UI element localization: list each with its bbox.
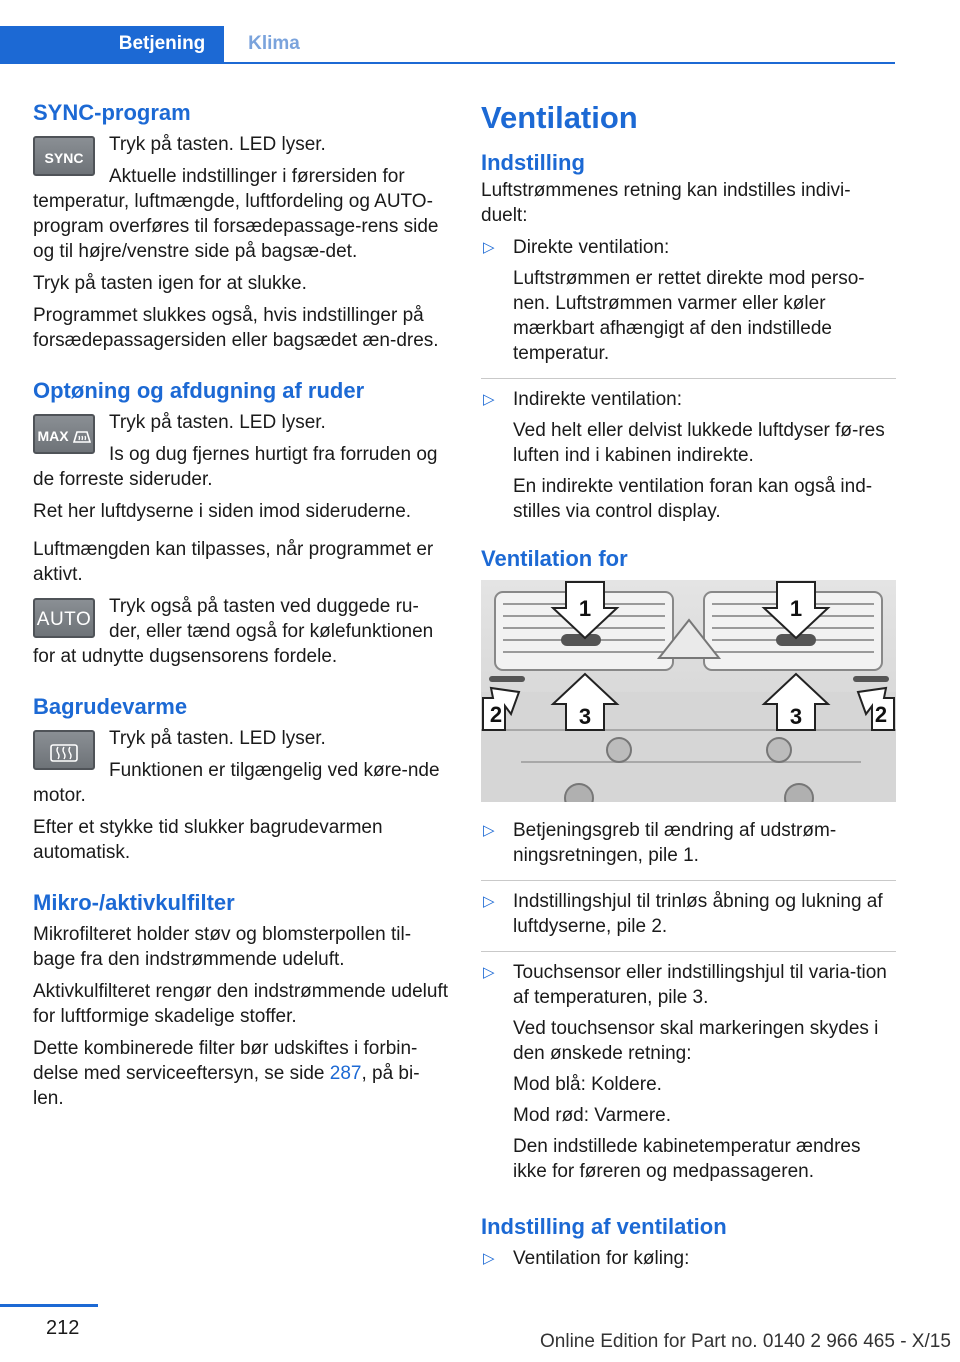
figure-label: 1 <box>578 596 592 621</box>
triangle-bullet-icon: ▷ <box>483 239 495 256</box>
figure-label: 2 <box>489 702 503 727</box>
vent-figure <box>481 580 896 802</box>
front-vent-list <box>481 818 896 1196</box>
page-title: Ventilation <box>481 100 638 135</box>
page-link-287[interactable]: 287 <box>329 1063 362 1084</box>
defrost-p1: Tryk på tasten. LED lyser. <box>109 412 326 433</box>
figure-label: 3 <box>578 704 592 729</box>
setting-list <box>481 235 896 536</box>
list-item <box>481 387 896 536</box>
defrost-p5: Tryk også på tasten ved duggede ru-der, eller tænd også for kølefunktionen for at udnytte dugsensorens fordele. <box>33 596 434 667</box>
item-text: Den indstillede kabinetemperatur ændres ikke for føreren og medpassageren. <box>513 1136 861 1182</box>
auto-key-icon: AUTO <box>33 598 95 638</box>
defrost-block <box>33 410 448 499</box>
header-tabbar <box>0 26 895 64</box>
item-title: Direkte ventilation: <box>513 237 670 258</box>
tab-betjening-label: Betjening <box>118 33 206 54</box>
item-text: Touchsensor eller indstillingshjul til varia-tion af temperaturen, pile 3. <box>513 962 887 1008</box>
setting-intro: Luftstrømmenes retning kan indstilles indivi-duelt: <box>481 180 851 226</box>
left-column <box>33 98 448 1118</box>
sync-p4: Programmet slukkes også, hvis indstillinger på forsædepassagersiden eller bagsædet æn-dres. <box>33 305 439 351</box>
figure-label: 2 <box>874 702 888 727</box>
heading-setting: Indstilling <box>481 150 585 175</box>
figure-label: 3 <box>789 704 803 729</box>
filter-p3 <box>33 1036 448 1111</box>
vent-illustration <box>481 580 896 802</box>
triangle-bullet-icon: ▷ <box>483 893 495 910</box>
heading-filter: Mikro-/aktivkulfilter <box>33 890 235 915</box>
filter-p2: Aktivkulfilteret rengør den indstrømmende udeluft for luftformige skadelige stoffer. <box>33 981 449 1027</box>
edition-text: Online Edition for Part no. 0140 2 966 465 - X/15 <box>540 1331 951 1352</box>
item-text: Betjeningsgreb til ændring af udstrøm-ningsretningen, pile 1. <box>513 820 837 866</box>
triangle-bullet-icon: ▷ <box>483 1250 495 1267</box>
sync-p1: Tryk på tasten. LED lyser. <box>109 134 326 155</box>
heading-sync: SYNC-program <box>33 100 191 125</box>
tab-klima[interactable]: Klima <box>248 33 300 54</box>
rear-p1: Tryk på tasten. LED lyser. <box>109 728 326 749</box>
item-text: Ved helt eller delvist lukkede luftdyser fø-res luften ind i kabinen indirekte. <box>513 420 885 466</box>
adjust-list <box>481 1246 896 1283</box>
item-text: Ventilation for køling: <box>513 1248 690 1269</box>
windshield-heat-icon <box>73 430 91 444</box>
figure-label: 1 <box>789 596 803 621</box>
heading-front-vent: Ventilation for <box>481 546 628 571</box>
defrost-p3: Ret her luftdyserne i siden imod sideruderne. <box>33 501 412 522</box>
filter-p3-b: , på bi-len. <box>33 1063 420 1109</box>
max-label: MAX <box>37 428 69 444</box>
page-number: 212 <box>46 1317 80 1339</box>
triangle-bullet-icon: ▷ <box>483 822 495 839</box>
rear-p3: Efter et stykke tid slukker bagrudevarmen automatisk. <box>33 817 383 863</box>
sync-p3: Tryk på tasten igen for at slukke. <box>33 273 307 294</box>
triangle-bullet-icon: ▷ <box>483 964 495 981</box>
list-item <box>481 235 896 379</box>
list-item <box>481 889 896 952</box>
filter-p1: Mikrofilteret holder støv og blomsterpollen til-bage fra den indstrømmende udeluft. <box>33 924 412 970</box>
max-defrost-key-icon <box>33 414 95 454</box>
sync-p2: Aktuelle indstillinger i førersiden for temperatur, luftmængde, luftfordeling og AUTO-program overføres til forsædepassage-rens side og til højre/venstre side på bagsæ-det. <box>33 166 439 262</box>
heading-rear-heat: Bagrudevarme <box>33 694 188 719</box>
triangle-bullet-icon: ▷ <box>483 391 495 408</box>
sync-block <box>33 132 448 271</box>
filter-p3-a: Dette kombinerede filter bør udskiftes i forbin-delse med serviceeftersyn, se side <box>33 1038 418 1084</box>
list-item <box>481 960 896 1196</box>
footer-rule <box>0 1304 98 1307</box>
rear-window-heat-key-icon <box>33 730 95 770</box>
auto-block <box>33 594 448 676</box>
item-text: Indstillingshjul til trinløs åbning og lukning af luftdyserne, pile 2. <box>513 891 883 937</box>
item-text: Ved touchsensor skal markeringen skydes i den ønskede retning: <box>513 1018 879 1064</box>
tab-betjening[interactable] <box>0 26 224 62</box>
item-text: Mod rød: Varmere. <box>513 1105 672 1126</box>
sync-key-icon: SYNC <box>33 136 95 176</box>
rear-window-heat-icon <box>49 743 79 763</box>
heading-defrost: Optøning og afdugning af ruder <box>33 378 365 403</box>
defrost-p4: Luftmængden kan tilpasses, når programmet er aktivt. <box>33 539 434 585</box>
heading-adjust-vent: Indstilling af ventilation <box>481 1214 727 1239</box>
list-item <box>481 1246 896 1283</box>
defrost-p2: Is og dug fjernes hurtigt fra forruden og de forreste sideruder. <box>33 444 438 490</box>
item-text: En indirekte ventilation foran kan også ind-stilles via control display. <box>513 476 873 522</box>
item-text: Luftstrømmen er rettet direkte mod perso-nen. Luftstrømmen varmer eller køler mærkbart afhængigt af den indstillede temperatur. <box>513 268 865 364</box>
rear-block <box>33 726 448 815</box>
item-title: Indirekte ventilation: <box>513 389 682 410</box>
rear-p2: Funktionen er tilgængelig ved køre-nde motor. <box>33 760 440 806</box>
item-text: Mod blå: Koldere. <box>513 1074 662 1095</box>
right-column <box>481 98 896 1291</box>
list-item <box>481 818 896 881</box>
